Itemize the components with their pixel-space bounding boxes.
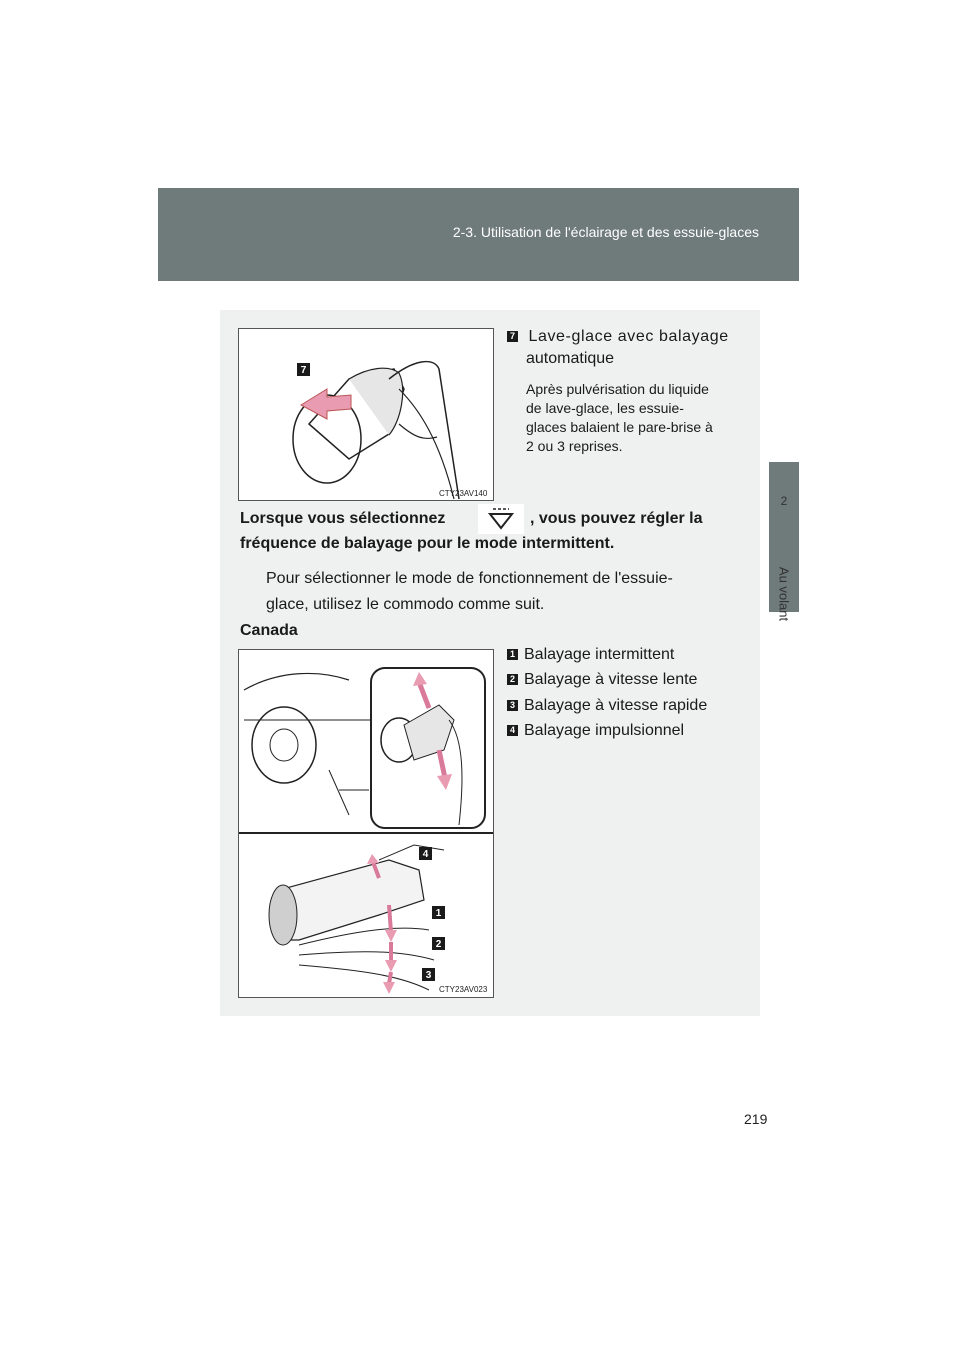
chapter-header — [158, 188, 799, 281]
list-item: 1 Balayage intermittent — [507, 646, 674, 668]
instruction-part1: Lorsque vous sélectionnez — [240, 510, 446, 527]
item-badge: 2 — [507, 674, 518, 685]
mode-selection-paragraph: Pour sélectionner le mode de fonctionnement de l'essuie- glace, utilisez le commodo comme suit. — [266, 570, 673, 613]
figure-wiper-modes — [238, 649, 494, 998]
section7-description: Après pulvérisation du liquide de lave-glace, les essuie- glaces balaient le pare-brise à 2 ou 3 reprises. — [526, 381, 713, 454]
item-badge: 3 — [507, 700, 518, 711]
figure-badge-3: 3 — [425, 970, 432, 981]
wiper-mode-icon — [478, 504, 524, 534]
instruction-part2: , vous pouvez régler la — [530, 510, 703, 527]
figure-code: CTY23AV140 — [439, 489, 488, 498]
section-title: 2-3. Utilisation de l'éclairage et des essuie-glaces — [452, 224, 759, 240]
figure-code: CTY23AV023 — [439, 985, 488, 994]
figure-badge-1: 1 — [435, 908, 442, 919]
page-number: 219 — [744, 1111, 768, 1127]
canada-heading: Canada — [240, 622, 298, 639]
item-badge: 1 — [507, 649, 518, 660]
washer-lever-illustration — [239, 329, 493, 500]
chapter-side-label: Au volant — [776, 566, 792, 622]
section7-title: 7 Lave-glace avec balayage — [507, 324, 739, 350]
list-item: 3 Balayage à vitesse rapide — [507, 697, 707, 719]
figure-badge-4: 4 — [422, 849, 429, 860]
item-badge: 7 — [507, 331, 518, 342]
figure-badge-2: 2 — [435, 939, 442, 950]
item-badge: 4 — [507, 725, 518, 736]
wiper-lever-illustration — [239, 650, 493, 997]
figure-badge-7: 7 — [300, 365, 307, 376]
instruction-line2: fréquence de balayage pour le mode intermittent. — [240, 535, 615, 552]
chapter-number: 2 — [780, 494, 788, 508]
figure-washer-lever — [238, 328, 494, 501]
list-item: 4 Balayage impulsionnel — [507, 722, 684, 744]
section7-title-line2: automatique — [526, 350, 615, 367]
list-item: 2 Balayage à vitesse lente — [507, 671, 697, 693]
